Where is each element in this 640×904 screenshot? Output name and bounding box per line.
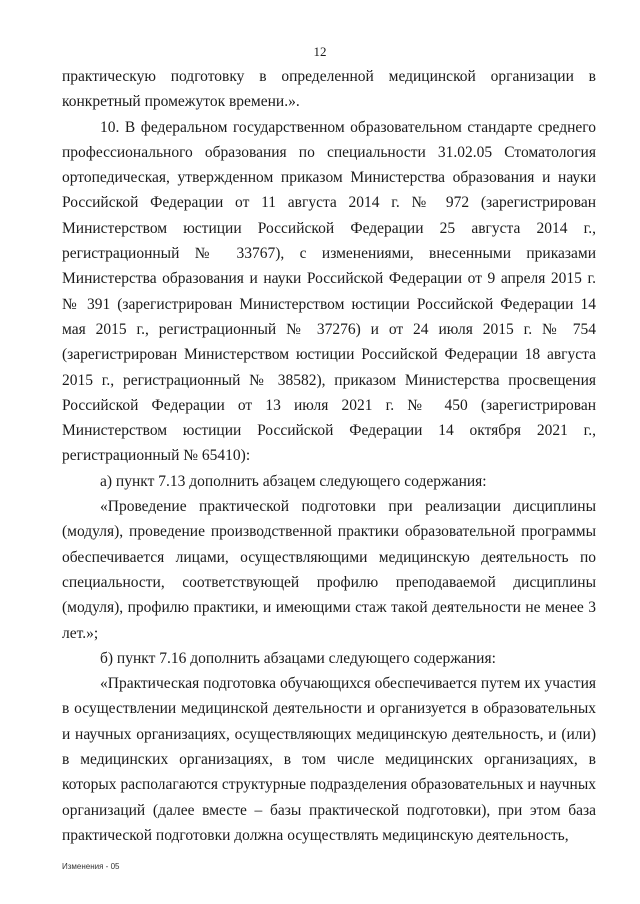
paragraph-item-10: 10. В федеральном государственном образовательном стандарте среднего профессионального образования по специальности 31.02.05 Стоматология ортопедическая, утвержденном приказом Министерства образования и науки Российской Федерации от 11 августа 2014 г. № 972 (зарегистрирован Министерством юстиции Российской Федерации 25 августа 2014 г., регистрационный № 33767), с изменениями, внесенными приказами Министерства образования и науки Российской Федерации от 9 апреля 2015 г. № 391 (зарегистрирован Министерством юстиции Российской Федерации 14 мая 2015 г., регистрационный № 37276) и от 24 июля 2015 г. № 754 (зарегистрирован Министерством юстиции Российской Федерации 18 августа 2015 г., регистрационный № 38582), приказом Министерства просвещения Российской Федерации от 13 июля 2021 г. № 450 (зарегистрирован Министерством юстиции Российской Федерации 14 октября 2021 г., регистрационный № 65410): <box>62 118 596 465</box>
document-body <box>62 64 596 848</box>
paragraph-subitem-b: б) пункт 7.16 дополнить абзацами следующего содержания: <box>100 649 496 667</box>
paragraph-quote-b: «Практическая подготовка обучающихся обеспечивается путем их участия в осуществлении медицинской деятельности и организуется в образовательных и научных организациях, осуществляющих медицинскую деятельность, и (или) в медицинских организациях, в том числе медицинских организациях, в которых располагаются структурные подразделения образовательных и научных организаций (далее вместе – базы практической подготовки), при этом база практической подготовки должна осуществлять медицинскую деятельность, <box>62 675 596 844</box>
paragraph-subitem-a: а) пункт 7.13 дополнить абзацем следующего содержания: <box>100 472 487 490</box>
footer-note: Изменения - 05 <box>62 862 120 871</box>
page-number: 12 <box>313 44 327 59</box>
paragraph-continuation: практическую подготовку в определенной медицинской организации в конкретный промежуток времени.». <box>62 68 596 111</box>
paragraph-quote-a: «Проведение практической подготовки при реализации дисциплины (модуля), проведение производственной практики образовательной программы обеспечивается лицами, осуществляющими медицинскую деятельность по специальности, соответствующей профилю преподаваемой дисциплины (модуля), профилю практики, и имеющими стаж такой деятельности не менее 3 лет.»; <box>62 498 596 642</box>
